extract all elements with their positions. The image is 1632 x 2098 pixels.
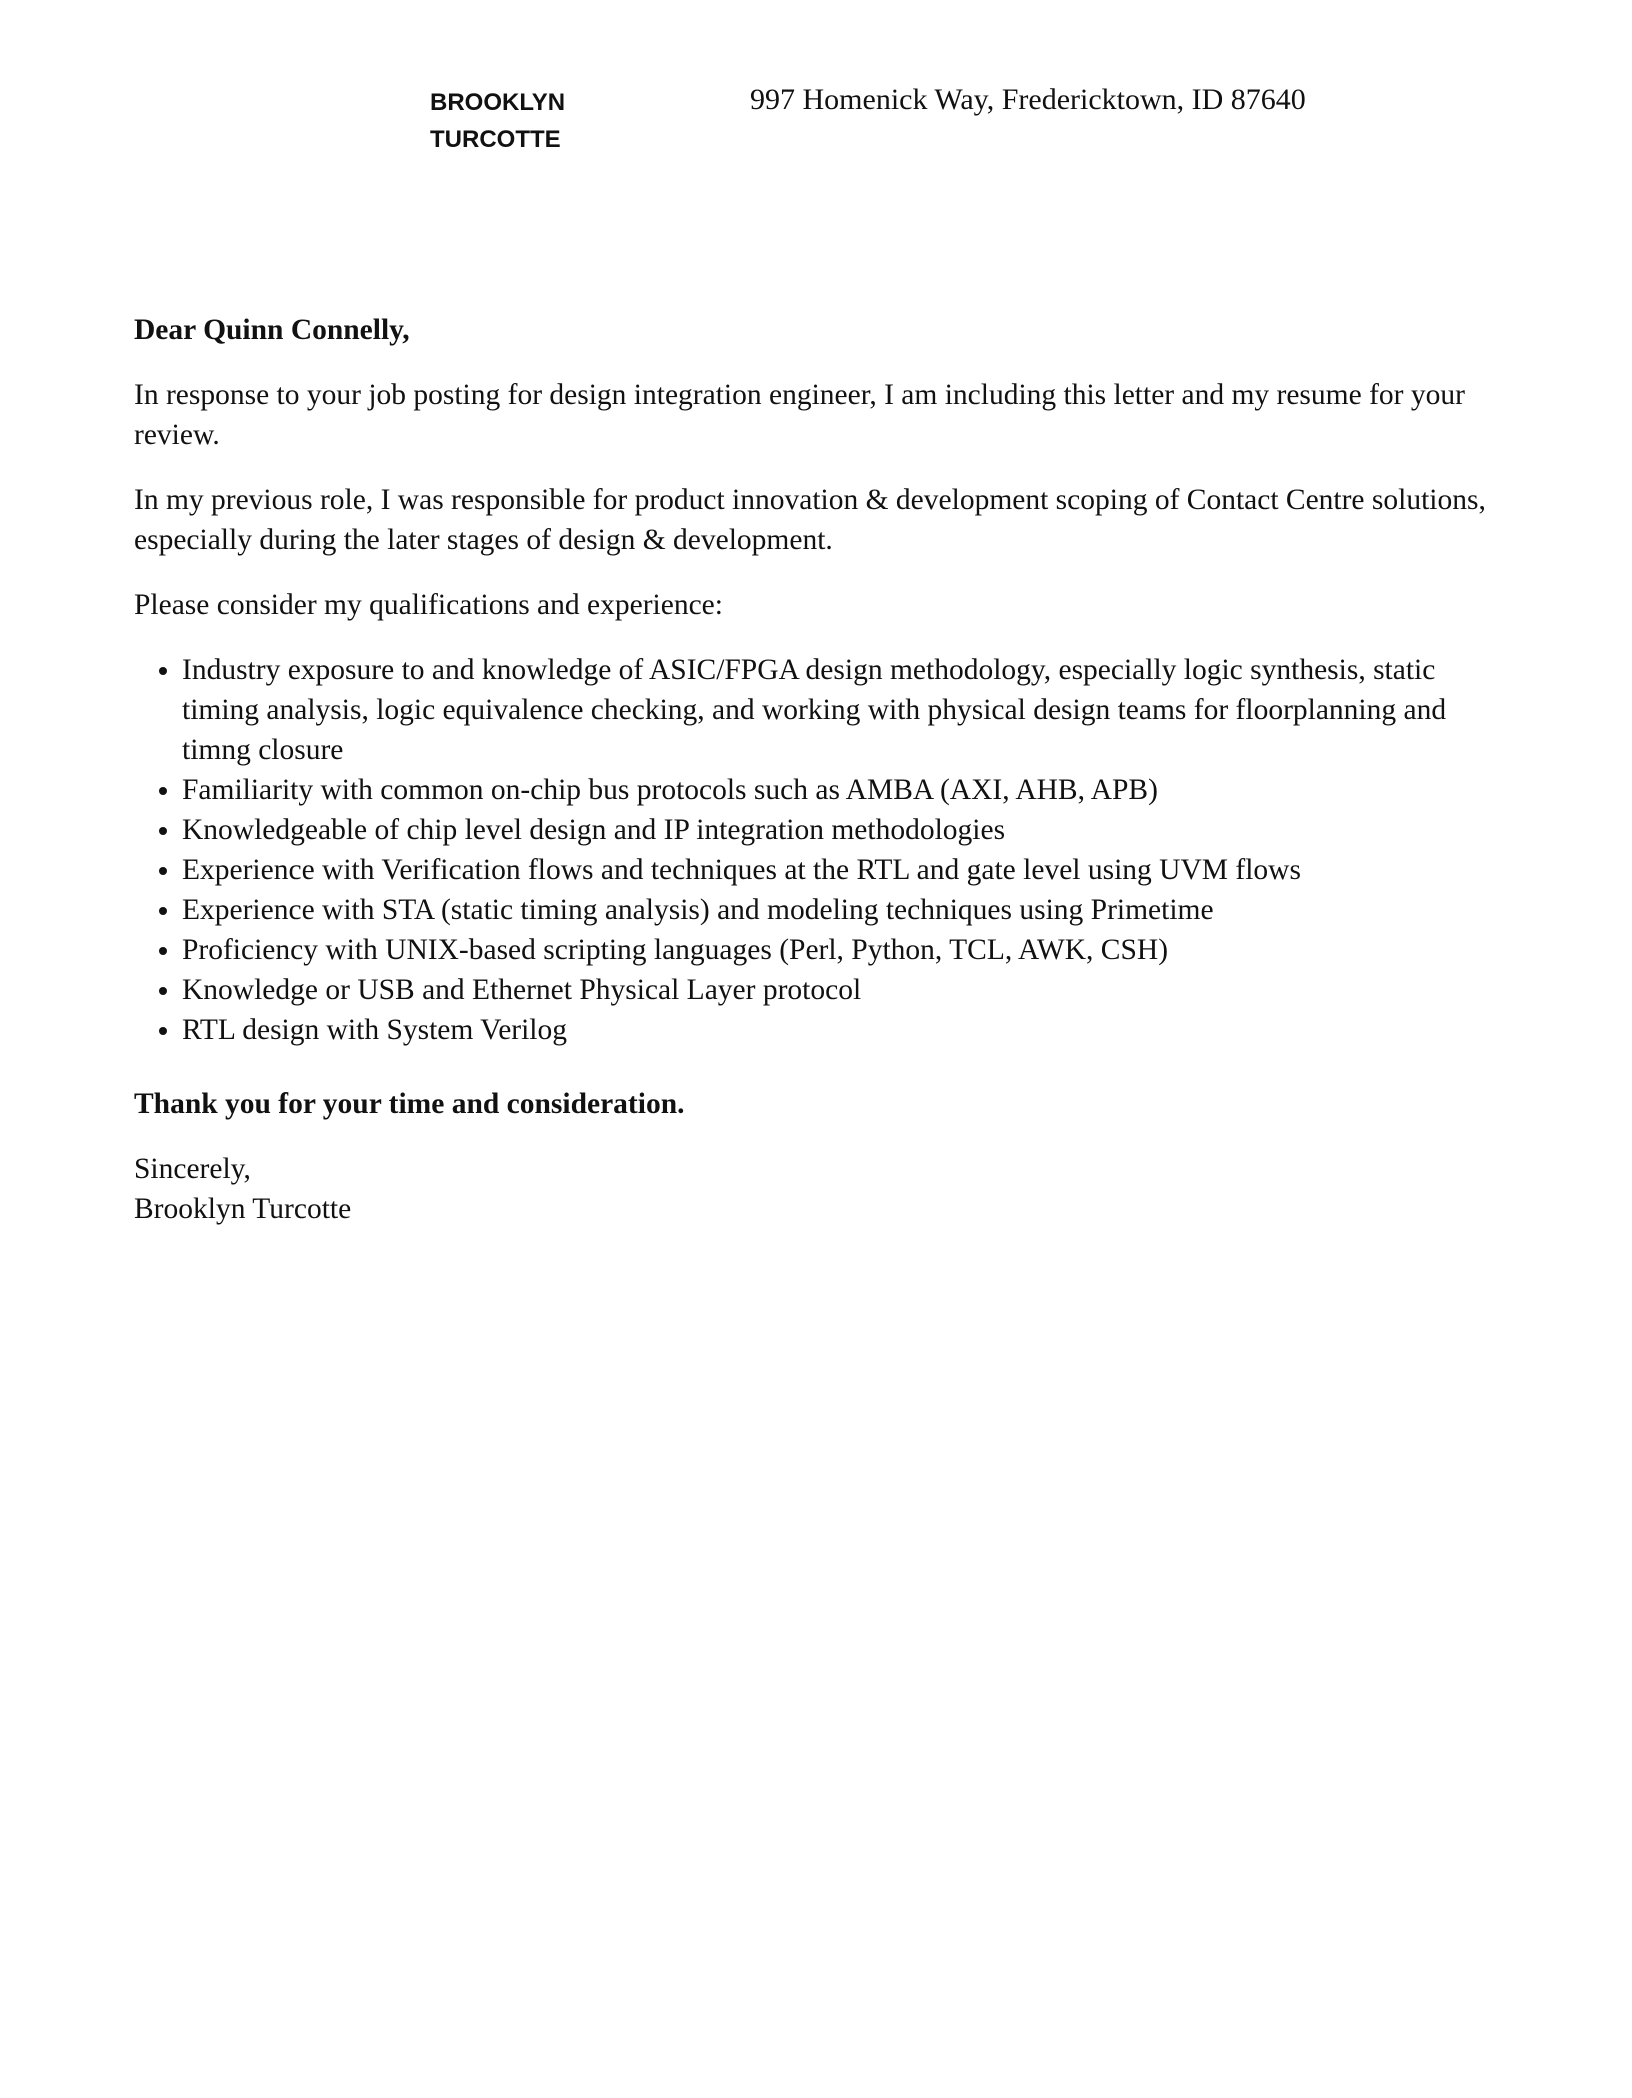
signature: Brooklyn Turcotte <box>134 1193 352 1225</box>
paragraph-intro: In response to your job posting for design integration engineer, I am including this letter and my resume for your review. <box>134 379 1465 451</box>
list-item: • Knowledge or USB and Ethernet Physical Layer protocol <box>182 970 1504 1010</box>
list-item: • RTL design with System Verilog <box>182 1010 1504 1050</box>
sign-off: Sincerely, <box>134 1153 251 1185</box>
sender-last-name: TURCOTTE <box>430 126 561 153</box>
list-item: • Familiarity with common on-chip bus protocols such as AMBA (AXI, AHB, APB) <box>182 770 1504 810</box>
list-item: • Industry exposure to and knowledge of ASIC/FPGA design methodology, especially logic synthesis, static timing analysis, logic equivalence checking, and working with physical design teams for floorplanning and timng closure <box>182 650 1504 770</box>
list-item: • Experience with Verification flows and techniques at the RTL and gate level using UVM flows <box>182 850 1504 890</box>
salutation: Dear Quinn Connelly, <box>134 314 410 346</box>
letter-body <box>134 310 1504 1229</box>
paragraph-previous-role: In my previous role, I was responsible for product innovation & development scoping of Contact Centre solutions, especially during the later stages of design & development. <box>134 484 1486 556</box>
sender-address: 997 Homenick Way, Fredericktown, ID 87640 <box>750 83 1306 116</box>
list-item: • Knowledgeable of chip level design and IP integration methodologies <box>182 810 1504 850</box>
paragraph-qualifications-intro: Please consider my qualifications and experience: <box>134 589 723 621</box>
sender-first-name: BROOKLYN <box>430 89 566 116</box>
qualifications-list <box>134 650 1504 1050</box>
list-item: • Experience with STA (static timing analysis) and modeling techniques using Primetime <box>182 890 1504 930</box>
closing-line: Thank you for your time and consideration. <box>134 1088 685 1120</box>
list-item: • Proficiency with UNIX-based scripting languages (Perl, Python, TCL, AWK, CSH) <box>182 930 1504 970</box>
sender-name <box>430 84 610 158</box>
